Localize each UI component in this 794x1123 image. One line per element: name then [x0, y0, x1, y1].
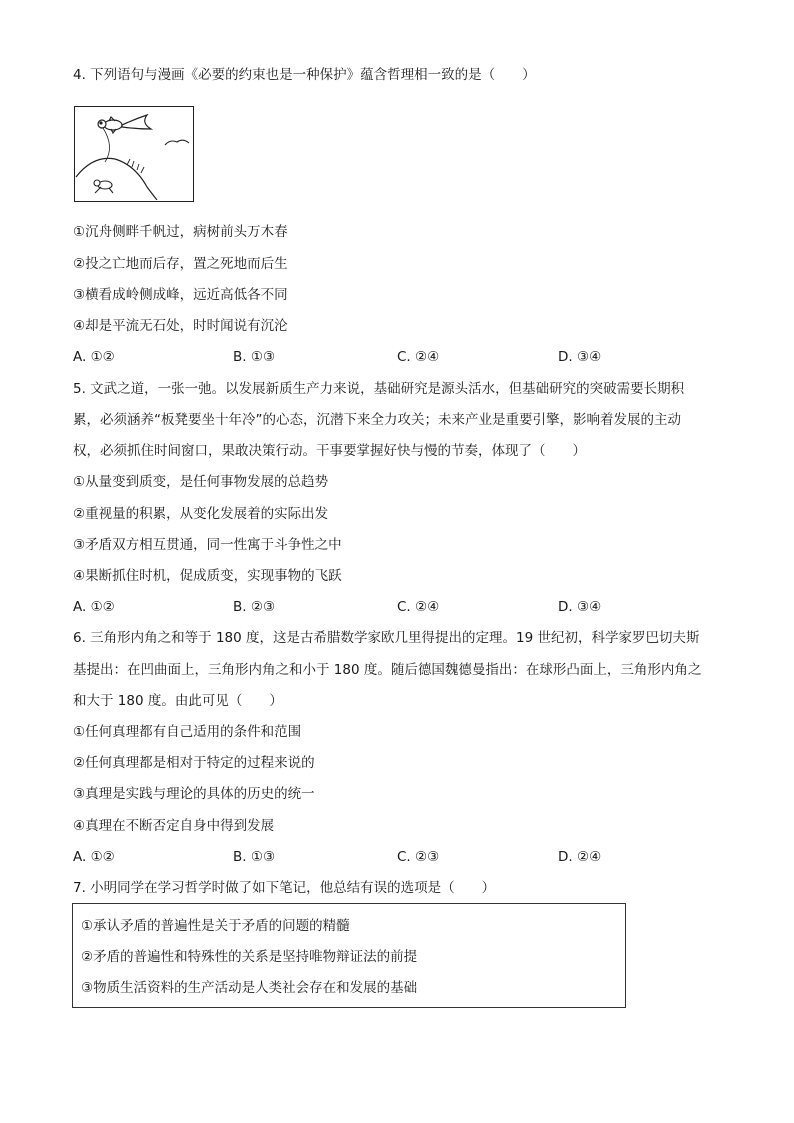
q4-item-3: ③横看成岭侧成峰，远近高低各不同	[73, 287, 288, 303]
q4-stem: 4. 下列语句与漫画《必要的约束也是一种保护》蕴含哲理相一致的是（ ）	[73, 67, 536, 83]
q5-stem-line-2: 累，必须涵养“板凳要坐十年冷”的心态，沉潜下来全力攻关；未来产业是重要引擎，影响着发展的主动	[73, 412, 681, 428]
q4-item-1: ①沉舟侧畔千帆过，病树前头万木春	[73, 224, 288, 240]
q4-cartoon-image	[74, 106, 194, 202]
q5-option-b[interactable]: B. ②③	[233, 599, 276, 615]
cloud-icon	[165, 140, 189, 145]
q6-item-1: ①任何真理都有自己适用的条件和范围	[73, 724, 302, 740]
q5-stem-line-1: 5. 文武之道，一张一弛。以发展新质生产力来说，基础研究是源头活水，但基础研究的突破需要长期积	[73, 381, 685, 397]
q6-option-a[interactable]: A. ①②	[73, 849, 115, 865]
hill-shape	[76, 158, 157, 200]
q6-stem-line-3: 和大于 180 度。由此可见（ ）	[73, 693, 283, 709]
q4-option-c[interactable]: C. ②④	[397, 349, 440, 365]
q6-stem-line-2: 基提出：在凹曲面上，三角形内角之和小于 180 度。随后德国魏德曼指出：在球形凸面上，三角形内角之	[73, 662, 702, 678]
q6-item-3: ③真理是实践与理论的具体的历史的统一	[73, 786, 315, 802]
q5-stem-line-3: 权，必须抓住时间窗口，果敢决策行动。干事要掌握好快与慢的节奏，体现了（ ）	[73, 443, 586, 459]
q5-option-d[interactable]: D. ③④	[558, 599, 602, 615]
q7-notes-box	[72, 903, 626, 1008]
q4-item-2: ②投之亡地而后存，置之死地而后生	[73, 256, 288, 272]
q5-item-4: ④果断抓住时机，促成质变，实现事物的飞跃	[73, 568, 342, 584]
q6-stem-line-1: 6. 三角形内角之和等于 180 度，这是古希腊数学家欧几里得提出的定理。19 世纪初，科学家罗巴切夫斯	[73, 630, 700, 646]
q4-option-b[interactable]: B. ①③	[233, 349, 276, 365]
kite-string	[103, 128, 110, 162]
q6-option-b[interactable]: B. ①③	[233, 849, 276, 865]
q6-option-c[interactable]: C. ②③	[397, 849, 440, 865]
q5-item-1: ①从量变到质变，是任何事物发展的总趋势	[73, 474, 329, 490]
q5-option-a[interactable]: A. ①②	[73, 599, 115, 615]
person-icon	[94, 180, 113, 193]
q6-item-2: ②任何真理都是相对于特定的过程来说的	[73, 755, 315, 771]
q7-stem: 7. 小明同学在学习哲学时做了如下笔记，他总结有误的选项是（ ）	[73, 880, 496, 896]
q6-option-d[interactable]: D. ②④	[558, 849, 602, 865]
q4-item-4: ④却是平流无石处，时时闻说有沉沦	[73, 318, 288, 334]
q5-item-2: ②重视量的积累，从变化发展着的实际出发	[73, 506, 329, 522]
q7-note-2: ②矛盾的普遍性和特殊性的关系是坚持唯物辩证法的前提	[81, 949, 418, 965]
q5-item-3: ③矛盾双方相互贯通，同一性寓于斗争性之中	[73, 537, 342, 553]
q7-note-3: ③物质生活资料的生产活动是人类社会存在和发展的基础	[81, 980, 418, 996]
cartoon-drawing	[75, 107, 192, 200]
q4-option-a[interactable]: A. ①②	[73, 349, 115, 365]
q6-item-4: ④真理在不断否定自身中得到发展	[73, 818, 275, 834]
q4-option-d[interactable]: D. ③④	[558, 349, 602, 365]
q7-note-1: ①承认矛盾的普遍性是关于矛盾的问题的精髓	[81, 918, 350, 934]
q5-option-c[interactable]: C. ②④	[397, 599, 440, 615]
kite-icon	[98, 115, 151, 133]
